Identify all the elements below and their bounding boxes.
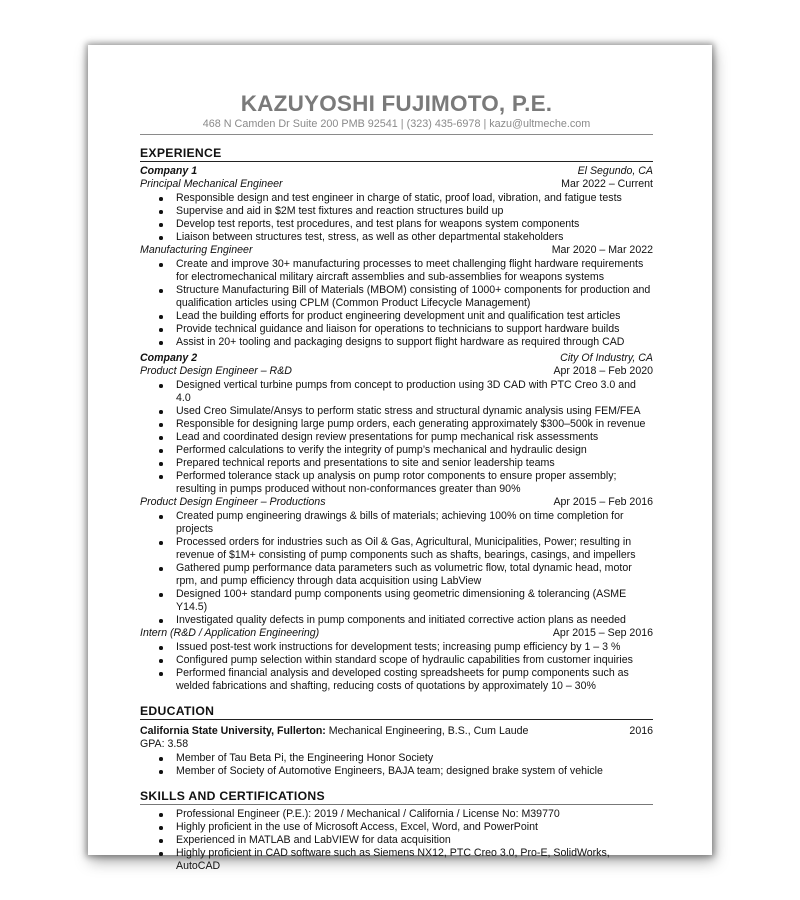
- company-row: [140, 352, 653, 365]
- skills-bullets: [140, 808, 653, 873]
- education-bullets: [140, 752, 653, 778]
- list-item: Gathered pump performance data parameters such as volumetric flow, total dynamic head, motor rpm, and pump efficiency through data acquisition using LabView: [176, 562, 653, 588]
- list-item: Performed tolerance stack up analysis on pump rotor components to ensure proper assembly; resulting in pumps produced without non-conformances greater than 90%: [176, 470, 653, 496]
- list-item: Responsible for designing large pump orders, each generating approximately $300–500k in revenue: [176, 418, 653, 431]
- list-item: Designed 100+ standard pump components using geometric dimensioning & tolerancing (ASME Y14.5): [176, 588, 653, 614]
- list-item: Highly proficient in CAD software such as Siemens NX12, PTC Creo 3.0, Pro-E, SolidWorks, AutoCAD: [176, 847, 653, 873]
- contact-info: 468 N Camden Dr Suite 200 PMB 92541 | (323) 435-6978 | kazu@ultmeche.com: [140, 118, 653, 135]
- education-heading: EDUCATION: [140, 704, 653, 720]
- role-dates: Apr 2015 – Sep 2016: [552, 627, 653, 639]
- list-item: Create and improve 30+ manufacturing processes to meet challenging flight hardware requirements for electromechanical military aircraft assemblies and sub-assemblies for weapons systems: [176, 258, 653, 284]
- list-item: Lead and coordinated design review presentations for pump mechanical risk assessments: [176, 431, 653, 444]
- list-item: Experienced in MATLAB and LabVIEW for data acquisition: [176, 834, 653, 847]
- list-item: Designed vertical turbine pumps from concept to production using 3D CAD with PTC Creo 3.0 and 4.0: [176, 379, 653, 405]
- list-item: Lead the building efforts for product engineering development unit and qualification test articles: [176, 310, 653, 323]
- role-dates: Mar 2022 – Current: [561, 178, 653, 190]
- role-bullets: [140, 510, 653, 627]
- degree: Mechanical Engineering, B.S., Cum Laude: [325, 725, 529, 737]
- gpa: GPA: 3.58: [140, 738, 189, 750]
- role-title: Manufacturing Engineer: [140, 244, 253, 256]
- list-item: Used Creo Simulate/Ansys to perform static stress and structural dynamic analysis using FEM/FEA: [176, 405, 653, 418]
- company-row: [140, 165, 653, 178]
- list-item: Processed orders for industries such as Oil & Gas, Agricultural, Municipalities, Power; resulting in revenue of $1M+ consisting of pump components such as shafts, bearings, casings, and impellers: [176, 536, 653, 562]
- list-item: Responsible design and test engineer in charge of static, proof load, vibration, and fatigue tests: [176, 192, 653, 205]
- resume-content: [140, 91, 653, 873]
- role-bullets: [140, 258, 653, 349]
- list-item: Issued post-test work instructions for development tests; increasing pump efficiency by 1 – 3 %: [176, 641, 653, 654]
- role-row: [140, 627, 653, 640]
- list-item: Liaison between structures test, stress, as well as other departmental stakeholders: [176, 231, 653, 244]
- candidate-name: KAZUYOSHI FUJIMOTO, P.E.: [240, 91, 553, 116]
- role-title: Product Design Engineer – Productions: [140, 496, 326, 508]
- list-item: Investigated quality defects in pump components and initiated corrective action plans as needed: [176, 614, 653, 627]
- education-degree-line: [140, 725, 528, 738]
- company-name: Company 2: [140, 352, 198, 364]
- role-title: Product Design Engineer – R&D: [140, 365, 292, 377]
- role-row: [140, 496, 653, 509]
- list-item: Prepared technical reports and presentations to site and senior leadership teams: [176, 457, 653, 470]
- education-entry: [140, 725, 653, 738]
- company-location: City Of Industry, CA: [560, 352, 653, 364]
- school-name: California State University, Fullerton:: [140, 725, 326, 737]
- skills-heading: SKILLS AND CERTIFICATIONS: [140, 789, 653, 805]
- role-dates: Apr 2015 – Feb 2016: [553, 496, 653, 508]
- role-bullets: [140, 379, 653, 496]
- experience-heading: EXPERIENCE: [140, 146, 653, 162]
- graduation-year: 2016: [629, 725, 653, 737]
- role-dates: Apr 2018 – Feb 2020: [553, 365, 653, 377]
- role-row: [140, 178, 653, 191]
- list-item: Configured pump selection within standard scope of hydraulic capabilities from customer inquiries: [176, 654, 653, 667]
- list-item: Performed calculations to verify the integrity of pump’s mechanical and hydraulic design: [176, 444, 653, 457]
- role-title: Intern (R&D / Application Engineering): [140, 627, 320, 639]
- list-item: Supervise and aid in $2M test fixtures and reaction structures build up: [176, 205, 653, 218]
- role-title: Principal Mechanical Engineer: [140, 178, 283, 190]
- company-name: Company 1: [140, 165, 198, 177]
- list-item: Provide technical guidance and liaison for operations to technicians to support hardware builds: [176, 323, 653, 336]
- resume-page: [88, 45, 712, 872]
- role-bullets: [140, 192, 653, 244]
- list-item: Develop test reports, test procedures, and test plans for weapons system components: [176, 218, 653, 231]
- list-item: Created pump engineering drawings & bills of materials; achieving 100% on time completion for projects: [176, 510, 653, 536]
- role-row: [140, 244, 653, 257]
- list-item: Structure Manufacturing Bill of Materials (MBOM) consisting of 1000+ components for production and qualification articles using CPLM (Common Product Lifecycle Management): [176, 284, 653, 310]
- list-item: Professional Engineer (P.E.): 2019 / Mechanical / California / License No: M39770: [176, 808, 653, 821]
- list-item: Performed financial analysis and developed costing spreadsheets for pump components such as welded fabrications and shafting, reducing costs of quotations by approximately 10 – 30%: [176, 667, 653, 693]
- role-dates: Mar 2020 – Mar 2022: [551, 244, 653, 256]
- list-item: Assist in 20+ tooling and packaging designs to support flight hardware as required through CAD: [176, 336, 653, 349]
- experience-section: [140, 165, 653, 693]
- role-row: [140, 365, 653, 378]
- list-item: Member of Tau Beta Pi, the Engineering Honor Society: [176, 752, 653, 765]
- role-bullets: [140, 641, 653, 693]
- list-item: Member of Society of Automotive Engineers, BAJA team; designed brake system of vehicle: [176, 765, 653, 778]
- company-location: El Segundo, CA: [577, 165, 653, 177]
- list-item: Highly proficient in the use of Microsoft Access, Excel, Word, and PowerPoint: [176, 821, 653, 834]
